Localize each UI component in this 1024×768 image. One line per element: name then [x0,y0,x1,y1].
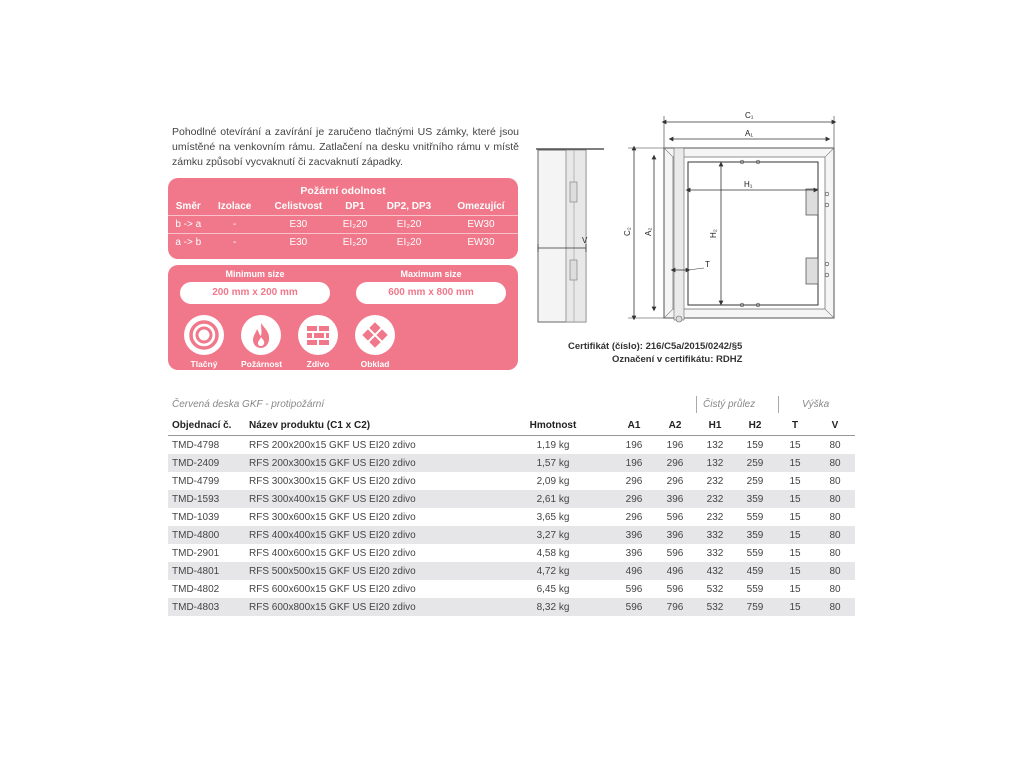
table-cell: 8,32 kg [493,598,613,616]
table-cell: RFS 600x600x15 GKF US EI20 zdivo [249,583,416,595]
table-row [168,490,855,508]
table-cell: 596 [613,598,655,616]
dim-h2-label: H₂ [709,229,718,238]
tile-cladding-icon [355,315,395,355]
table-cell: 232 [706,511,724,523]
table-cell: 132 [695,454,735,472]
table-cell: 432 [695,562,735,580]
table-cell: TMD-1593 [168,490,245,508]
table-cell: 296 [625,511,643,523]
dim-v-label: V [582,236,588,245]
push-label: Tlačný [190,359,218,369]
table-cell: 396 [625,547,643,559]
table-cell: 259 [746,475,764,487]
table-cell: 6,45 kg [536,583,570,595]
fire-cell: a -> b [168,234,209,252]
fire-row [168,216,518,234]
table-col-header: V [815,415,855,436]
table-cell: 332 [706,547,724,559]
dim-a1-label: A₁ [745,129,754,138]
table-cell: 1,19 kg [536,439,570,451]
product-table [168,415,855,616]
table-cell: 80 [815,454,855,472]
table-cell: 559 [746,511,764,523]
table-cell: 596 [625,583,643,595]
table-cell: 296 [613,490,655,508]
table-cell: 15 [789,547,801,559]
table-cell: RFS 200x300x15 GKF US EI20 zdivo [245,454,493,472]
table-cell: 80 [829,511,841,523]
table-cell: TMD-4800 [168,526,245,544]
description-text: Pohodlné otevírání a zavírání je zaručeno tlačnými US zámky, které jsou umístěné na venkovním rámu. Zatlačení na desku vnitřního rámu v místě zámku způsobí vycvaknutí či zacvaknutí západky. [172,126,519,168]
table-cell: 232 [706,475,724,487]
table-cell: 4,58 kg [536,547,570,559]
table-cell: 15 [775,454,815,472]
fire-cell: EI₂20 [336,234,374,252]
table-cell: 459 [735,562,775,580]
table-cell: 396 [655,526,695,544]
table-row [168,580,855,598]
table-cell: 15 [789,475,801,487]
table-col-header: Hmotnost [493,415,613,436]
max-size-value: 600 mm x 800 mm [356,282,506,304]
table-cell: RFS 400x400x15 GKF US EI20 zdivo [245,526,493,544]
table-cell: 559 [746,583,764,595]
table-cell: 759 [735,598,775,616]
fire-col-header: DP1 [345,201,365,212]
table-cell: 296 [625,475,643,487]
table-cell: 196 [625,439,643,451]
table-cell: 396 [613,526,655,544]
table-cell: 3,65 kg [536,511,570,523]
table-cell: RFS 500x500x15 GKF US EI20 zdivo [245,562,493,580]
table-cell: 532 [706,583,724,595]
table-cell: 15 [775,562,815,580]
min-size-value: 200 mm x 200 mm [180,282,330,304]
certificate-number: Certifikát (číslo): 216/C5a/2015/0242/§5 [568,341,743,352]
table-cell: 259 [735,454,775,472]
fire-row [168,234,518,252]
table-col-header: T [775,415,815,436]
fire-icon [241,315,281,355]
dim-h1-label: H₁ [744,180,753,189]
table-cell: 196 [666,439,684,451]
table-cell: 3,27 kg [493,526,613,544]
table-cell: 15 [775,598,815,616]
table-row [168,598,855,616]
brick-wall-feature [298,315,338,369]
table-row [168,562,855,580]
table-col-header: A1 [613,415,655,436]
table-cell: TMD-2901 [172,547,220,559]
table-cell: TMD-4801 [168,562,245,580]
table-row [168,454,855,472]
tile-cladding-feature [355,315,395,369]
table-caption: Červená deska GKF - protipožární [172,399,325,410]
fire-resistance-table [168,198,518,251]
fire-resistance-box [168,178,518,259]
group-separator [778,396,779,413]
table-cell: 80 [815,598,855,616]
table-cell: 80 [829,583,841,595]
table-row [168,472,855,490]
fire-resistance-title: Požární odolnost [300,185,386,197]
fire-cell: E30 [261,216,336,234]
table-cell: RFS 200x200x15 GKF US EI20 zdivo [249,439,416,451]
table-col-header: Název produktu (C1 x C2) [245,415,493,436]
table-col-header: Objednací č. [168,415,245,436]
certificate-info [540,340,860,366]
side-section-drawing [526,140,616,330]
table-cell: 80 [815,526,855,544]
table-cell: 496 [655,562,695,580]
group-clear-opening: Čistý průlez [703,399,756,410]
table-cell: 296 [655,454,695,472]
fire-cell: EI₂20 [374,216,444,234]
table-cell: TMD-4799 [172,475,220,487]
table-cell: 80 [829,547,841,559]
table-cell: RFS 300x600x15 GKF US EI20 zdivo [249,511,416,523]
table-cell: 80 [815,490,855,508]
table-cell: 15 [775,526,815,544]
group-height: Výška [802,399,830,410]
max-size-label: Maximum size [400,269,462,279]
brick-wall-icon [298,315,338,355]
table-cell: 132 [706,439,724,451]
fire-cell: - [209,234,261,252]
fire-cell: - [209,216,261,234]
fire-col-header: Směr [175,201,201,212]
fire-col-header: Celistvost [274,201,323,212]
fire-col-header: Izolace [218,201,252,212]
table-cell: 596 [666,511,684,523]
table-row [168,526,855,544]
table-cell: 532 [695,598,735,616]
table-cell: 80 [815,562,855,580]
push-feature [184,315,224,369]
table-cell: RFS 300x400x15 GKF US EI20 zdivo [245,490,493,508]
table-cell: 80 [829,475,841,487]
table-cell: TMD-1039 [172,511,220,523]
dim-c1-label: C₁ [745,111,754,120]
table-cell: 159 [746,439,764,451]
fire-cell: EI₂20 [336,216,374,234]
fire-cell: EW30 [444,216,518,234]
table-cell: 80 [829,439,841,451]
table-cell: 559 [746,547,764,559]
certificate-marking: Označení v certifikátu: RDHZ [612,354,743,365]
table-cell: 296 [666,475,684,487]
table-cell: 2,09 kg [536,475,570,487]
table-cell: TMD-2409 [168,454,245,472]
table-cell: 232 [695,490,735,508]
push-icon [184,315,224,355]
fire-feature [241,315,281,369]
table-row [168,508,855,526]
table-cell: 359 [735,490,775,508]
table-cell: 15 [775,490,815,508]
table-cell: 15 [789,439,801,451]
fire-col-header: DP2, DP3 [386,201,432,212]
table-cell: 796 [655,598,695,616]
table-cell: 15 [789,583,801,595]
table-cell: 496 [613,562,655,580]
table-cell: 596 [666,547,684,559]
table-cell: 596 [666,583,684,595]
fire-cell: EI₂20 [374,234,444,252]
dim-t-label: T [705,260,710,269]
dim-c2-label: C₂ [623,227,632,236]
front-view-drawing [616,108,846,334]
group-separator [696,396,697,413]
table-col-header: A2 [655,415,695,436]
fire-cell: E30 [261,234,336,252]
table-cell: 359 [735,526,775,544]
table-col-header: H2 [735,415,775,436]
table-cell: 1,57 kg [493,454,613,472]
dim-a2-label: A₂ [644,227,653,236]
table-row [168,544,855,562]
table-col-header: H1 [695,415,735,436]
fire-cell: b -> a [168,216,209,234]
table-cell: 396 [655,490,695,508]
size-box [168,265,518,370]
min-size-label: Minimum size [225,269,285,279]
fire-cell: EW30 [444,234,518,252]
table-cell: TMD-4802 [172,583,220,595]
tile-cladding-label: Obklad [360,359,390,369]
table-row [168,436,855,455]
table-cell: 332 [695,526,735,544]
fire-col-header: Omezující [457,201,505,212]
table-cell: RFS 400x600x15 GKF US EI20 zdivo [249,547,416,559]
table-cell: TMD-4803 [168,598,245,616]
table-cell: TMD-4798 [172,439,220,451]
table-cell: 4,72 kg [493,562,613,580]
brick-wall-label: Zdivo [306,359,330,369]
table-cell: 15 [789,511,801,523]
table-cell: 196 [613,454,655,472]
fire-label: Požárnost [241,359,283,369]
table-cell: RFS 300x300x15 GKF US EI20 zdivo [249,475,416,487]
table-cell: RFS 600x800x15 GKF US EI20 zdivo [245,598,493,616]
table-cell: 2,61 kg [493,490,613,508]
